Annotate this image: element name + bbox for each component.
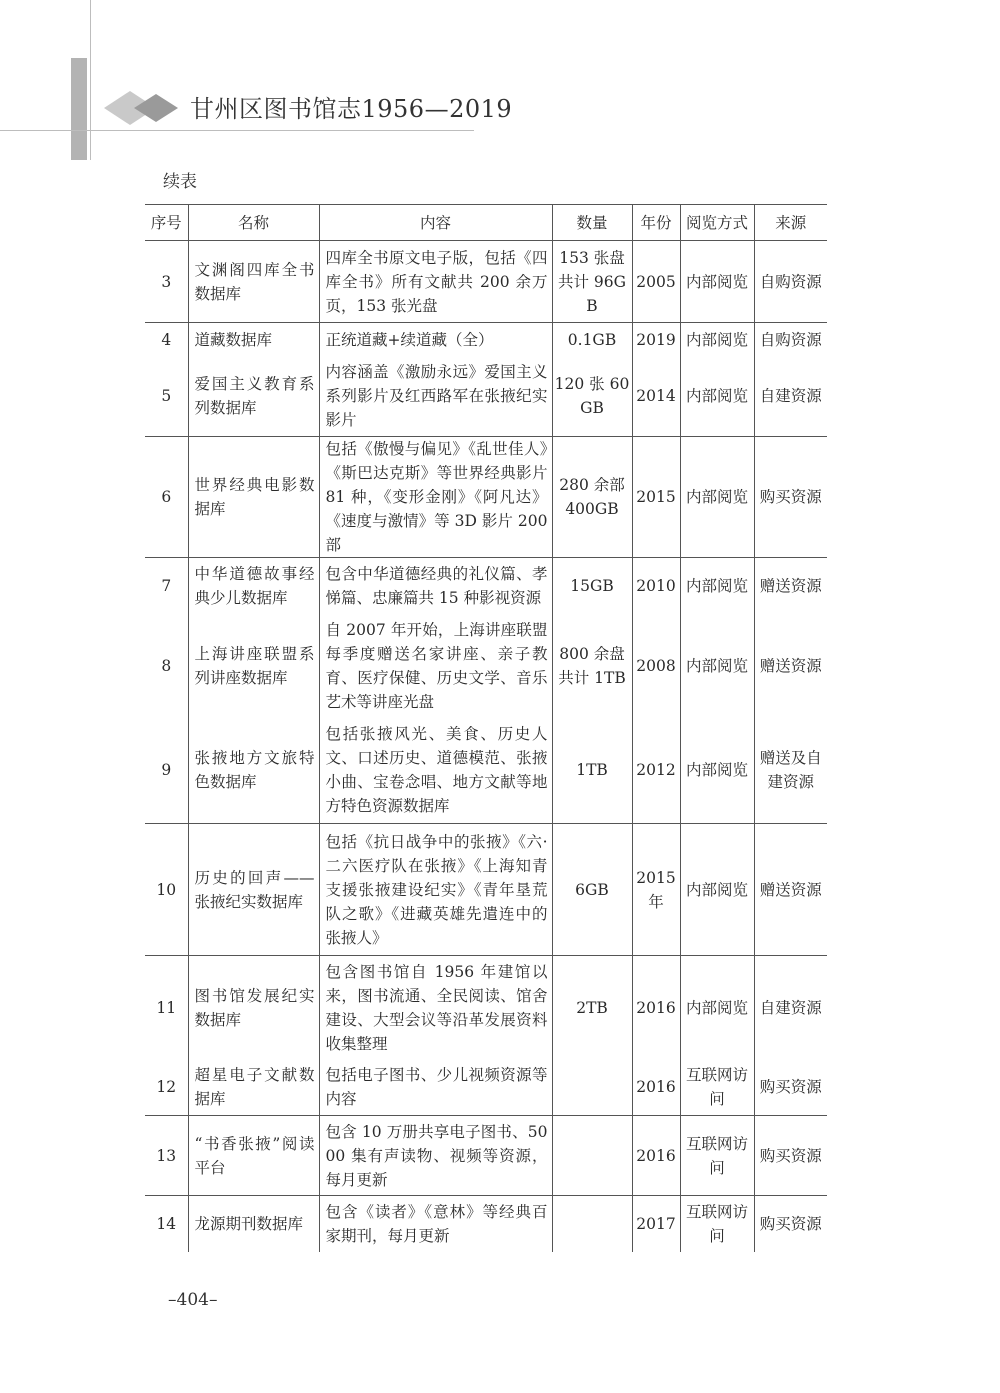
cell-no: 5 — [161, 387, 172, 406]
cell-quantity: 280 余部 400GB — [552, 437, 632, 558]
cell-year: 2016 — [632, 1116, 680, 1196]
cell-no: 14 — [145, 1196, 188, 1252]
cell-source: 自建资源 — [754, 357, 827, 437]
cell-content: 包括张掖风光、美食、历史人文、口述历史、道德模范、张掖小曲、宝卷念唱、地方文献等地方特色资源数据库 — [319, 718, 552, 824]
cell-name: 历史的回声——张掖纪实数据库 — [188, 824, 319, 956]
cell-access: 内部阅览 — [680, 241, 754, 323]
cell-access: 互联网访问 — [680, 1060, 754, 1116]
cell-quantity: 2TB — [552, 956, 632, 1060]
book-title: 甘州区图书馆志1956—2019 — [190, 95, 513, 123]
cell-content: 自 2007 年开始，上海讲座联盟每季度赠送名家讲座、亲子教育、医疗保健、历史文学、音乐艺术等讲座光盘 — [319, 614, 552, 718]
cell-name: “书香张掖”阅读平台 — [188, 1116, 319, 1196]
table-header-row — [145, 205, 827, 241]
cell-year: 2014 — [632, 357, 680, 437]
cell-no: 9 — [161, 761, 172, 780]
cell-content: 包括《抗日战争中的张掖》《六·二六医疗队在张掖》《上海知青支援张掖建设纪实》《青年垦荒队之歌》《进藏英雄先遣连中的张掖人》 — [319, 824, 552, 956]
col-header-year: 年份 — [632, 205, 680, 241]
cell-quantity — [552, 1116, 632, 1196]
continued-label: 续表 — [163, 172, 197, 192]
table-row — [145, 241, 827, 323]
cell-no: 10 — [145, 824, 188, 956]
cell-quantity: 6GB — [552, 824, 632, 956]
cell-source: 购买资源 — [754, 1060, 827, 1116]
cell-content: 包含图书馆自 1956 年建馆以来，图书流通、全民阅读、馆舍建设、大型会议等沿革发展资料收集整理 — [319, 956, 552, 1060]
cell-no: 8 — [161, 656, 172, 675]
col-header-content: 内容 — [319, 205, 552, 241]
cell-access: 内部阅览 — [680, 323, 754, 357]
cell-source: 自购资源 — [754, 241, 827, 323]
cell-year: 2016 — [632, 956, 680, 1060]
cell-quantity — [552, 1060, 632, 1116]
cell-no: 7 — [145, 558, 188, 614]
cell-source: 购买资源 — [754, 1116, 827, 1196]
table-row — [145, 956, 827, 1060]
cell-content: 包括《傲慢与偏见》《乱世佳人》《斯巴达克斯》等世界经典影片 81 种，《变形金刚》《阿凡达》《速度与激情》等 3D 影片 200 部 — [319, 437, 552, 558]
cell-content: 包括电子图书、少儿视频资源等内容 — [319, 1060, 552, 1116]
diamond-ornament-icon — [104, 91, 184, 125]
cell-no: 4 — [145, 323, 188, 357]
cell-quantity: 15GB — [552, 558, 632, 614]
table-row — [145, 558, 827, 614]
cell-quantity: 1TB — [552, 718, 632, 824]
col-header-no: 序号 — [145, 205, 188, 241]
table-row — [145, 437, 827, 558]
cell-year: 2008 — [632, 614, 680, 718]
cell-content: 包含中华道德经典的礼仪篇、孝悌篇、忠廉篇共 15 种影视资源 — [319, 558, 552, 614]
cell-access: 内部阅览 — [680, 357, 754, 437]
cell-no: 11 — [145, 956, 188, 1060]
cell-content: 正统道藏+续道藏（全） — [319, 323, 552, 357]
cell-name: 文渊阁四库全书数据库 — [188, 241, 319, 323]
cell-name: 图书馆发展纪实数据库 — [188, 956, 319, 1060]
cell-year: 2015 年 — [632, 824, 680, 956]
cell-quantity: 0.1GB — [552, 323, 632, 357]
col-header-source: 来源 — [754, 205, 827, 241]
cell-year: 2012 — [632, 718, 680, 824]
cell-source: 自购资源 — [754, 323, 827, 357]
cell-content: 四库全书原文电子版，包括《四库全书》所有文献共 200 余万页，153 张光盘 — [319, 241, 552, 323]
table-row — [145, 824, 827, 956]
col-header-name: 名称 — [188, 205, 319, 241]
cell-access: 内部阅览 — [680, 558, 754, 614]
table-row — [145, 357, 827, 437]
cell-quantity: 800 余盘共计 1TB — [552, 614, 632, 718]
cell-access: 内部阅览 — [680, 614, 754, 718]
cell-access: 内部阅览 — [680, 437, 754, 558]
cell-content: 包含《读者》《意林》等经典百家期刊，每月更新 — [319, 1196, 552, 1252]
table-row — [145, 1116, 827, 1196]
cell-access: 内部阅览 — [680, 718, 754, 824]
cell-name: 上海讲座联盟系列讲座数据库 — [188, 614, 319, 718]
cell-access: 内部阅览 — [680, 956, 754, 1060]
cell-source: 购买资源 — [754, 1196, 827, 1252]
cell-year: 2015 — [632, 437, 680, 558]
cell-name: 龙源期刊数据库 — [188, 1196, 319, 1252]
cell-content: 包含 10 万册共享电子图书、5000 集有声读物、视频等资源，每月更新 — [319, 1116, 552, 1196]
cell-name: 道藏数据库 — [188, 323, 319, 357]
header-rule-vertical — [90, 0, 91, 160]
cell-access: 互联网访问 — [680, 1116, 754, 1196]
table-row — [145, 718, 827, 824]
cell-source: 赠送及自建资源 — [754, 718, 827, 824]
cell-access: 互联网访问 — [680, 1196, 754, 1252]
cell-source: 赠送资源 — [754, 614, 827, 718]
cell-year: 2005 — [632, 241, 680, 323]
cell-no: 13 — [145, 1116, 188, 1196]
cell-source: 购买资源 — [754, 437, 827, 558]
col-header-access: 阅览方式 — [680, 205, 754, 241]
cell-no: 12 — [156, 1078, 177, 1097]
cell-year: 2017 — [632, 1196, 680, 1252]
cell-year: 2010 — [632, 558, 680, 614]
header-bar — [71, 58, 87, 160]
cell-name: 张掖地方文旅特色数据库 — [188, 718, 319, 824]
col-header-quantity: 数量 — [552, 205, 632, 241]
cell-content: 内容涵盖《激励永远》爱国主义系列影片及红西路军在张掖纪实影片 — [319, 357, 552, 437]
cell-year: 2019 — [632, 323, 680, 357]
cell-name: 世界经典电影数据库 — [188, 437, 319, 558]
cell-name: 爱国主义教育系列数据库 — [188, 357, 319, 437]
cell-quantity — [552, 1196, 632, 1252]
table-row — [145, 323, 827, 357]
cell-no: 3 — [161, 272, 172, 291]
cell-no: 6 — [145, 437, 188, 558]
page-number: –404– — [168, 1290, 218, 1310]
table-row — [145, 1060, 827, 1116]
table-row — [145, 614, 827, 718]
cell-name: 中华道德故事经典少儿数据库 — [188, 558, 319, 614]
cell-source: 赠送资源 — [754, 824, 827, 956]
cell-source: 赠送资源 — [754, 558, 827, 614]
cell-quantity: 153 张盘共计 96GB — [552, 241, 632, 323]
cell-access: 内部阅览 — [680, 824, 754, 956]
header-rule-horizontal — [0, 130, 474, 131]
cell-year: 2016 — [632, 1060, 680, 1116]
table-row — [145, 1196, 827, 1252]
cell-name: 超星电子文献数据库 — [188, 1060, 319, 1116]
database-table — [145, 204, 827, 1252]
cell-quantity: 120 张 60GB — [552, 357, 632, 437]
cell-source: 自建资源 — [754, 956, 827, 1060]
